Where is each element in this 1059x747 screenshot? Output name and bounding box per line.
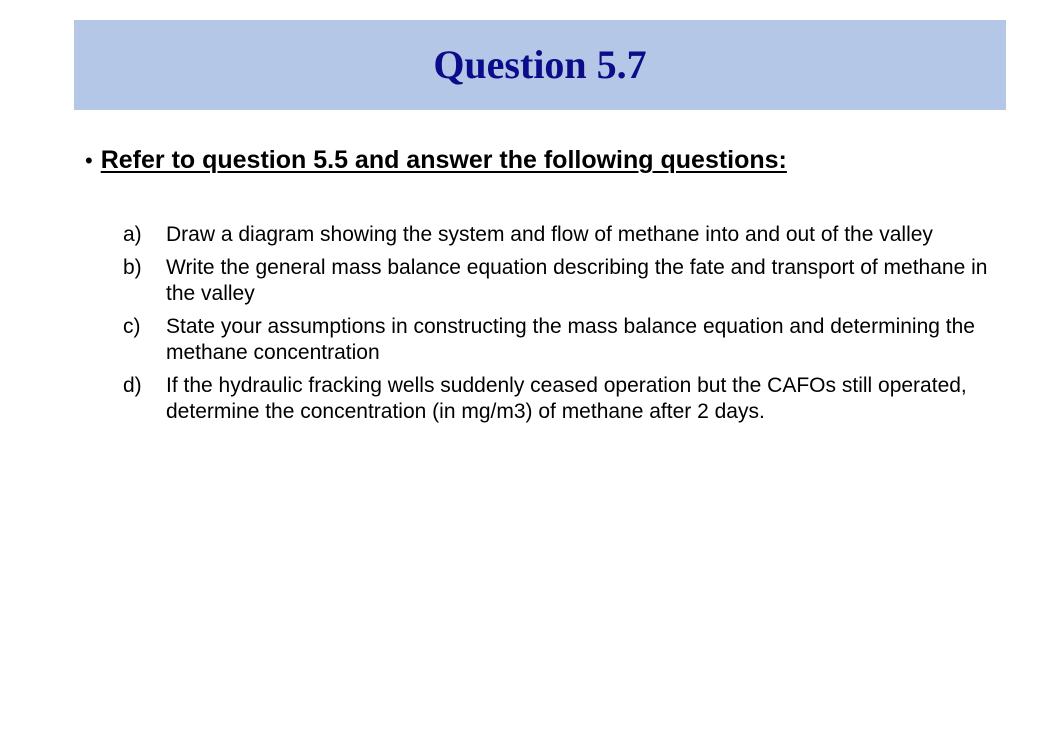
list-item xyxy=(123,314,1003,366)
list-item xyxy=(123,222,1003,248)
question-list xyxy=(123,222,1003,432)
list-item-text: Write the general mass balance equation describing the fate and transport of methane in the valley xyxy=(166,256,988,305)
list-item-text: Draw a diagram showing the system and flow of methane into and out of the valley xyxy=(166,223,933,246)
bullet-heading-text: Refer to question 5.5 and answer the following questions: xyxy=(100,146,787,174)
list-item-letter: a) xyxy=(123,223,142,246)
list-item-text: If the hydraulic fracking wells suddenly ceased operation but the CAFOs still operated, determine the concentration (in mg/m3) of methane after 2 days. xyxy=(166,374,967,423)
list-item xyxy=(123,373,1003,425)
slide-title: Question 5.7 xyxy=(433,41,647,87)
bullet-icon: • xyxy=(85,148,93,173)
title-banner xyxy=(74,20,1006,110)
list-item-letter: d) xyxy=(123,374,142,397)
bullet-heading xyxy=(85,146,787,175)
list-item-letter: b) xyxy=(123,256,142,279)
list-item-letter: c) xyxy=(123,315,141,338)
list-item xyxy=(123,255,1003,307)
list-item-text: State your assumptions in constructing the mass balance equation and determining the methane concentration xyxy=(166,315,975,364)
